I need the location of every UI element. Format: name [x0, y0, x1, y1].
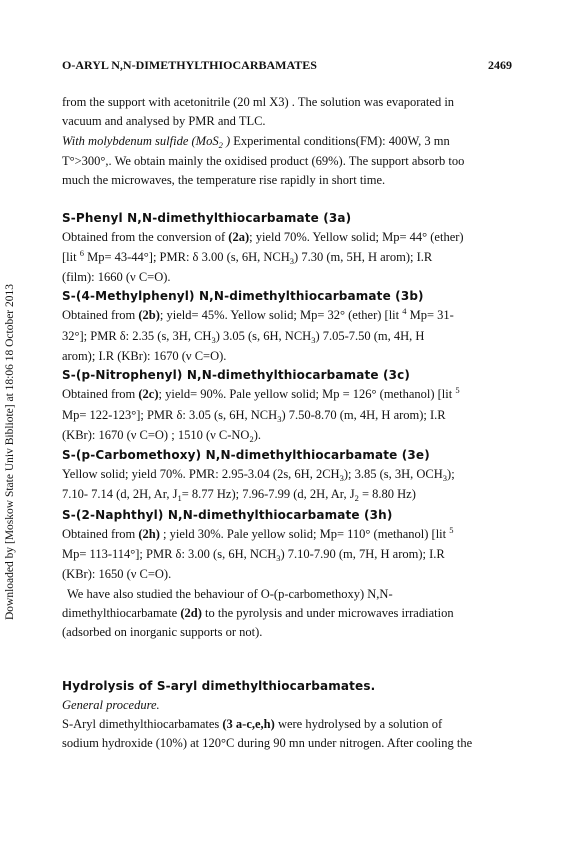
superscript: 5 — [449, 524, 454, 535]
text: ) 7.50-8.70 (m, 4H, H arom); I.R — [281, 407, 446, 422]
intro-line — [62, 132, 516, 152]
text-line: sodium hydroxide (10%) at 120°C during 90 mn under nitrogen. After cooling the — [62, 736, 473, 751]
text-line — [62, 406, 516, 426]
subscript: 2 — [218, 139, 223, 150]
text: Obtained from — [62, 526, 139, 541]
text: 32°]; PMR δ: 2.35 (s, 3H, CH — [62, 328, 212, 343]
section-subtitle: General procedure. — [62, 697, 160, 712]
text: Mp= 31- — [406, 308, 454, 323]
text: Mp= 113-114°]; PMR δ: 3.00 (s, 6H, NCH — [62, 547, 277, 562]
text: (KBr): 1670 (ν C=O) ; 1510 (ν C-NO — [62, 427, 250, 442]
compound-heading-3h: S-(2-Naphthyl) N,N-dimethylthiocarbamate (3h) — [62, 507, 393, 522]
text-line — [62, 306, 516, 326]
spacer — [62, 643, 516, 662]
body-text — [62, 93, 516, 753]
superscript: 6 — [79, 247, 84, 258]
subscript: 3 — [276, 553, 281, 564]
compound-ref: (2h) — [138, 526, 160, 541]
intro-line: from the support with acetonitrile (20 ml X3) . The solution was evaporated in — [62, 95, 455, 109]
text: = 8.77 Hz); 7.96-7.99 (d, 2H, Ar, J — [181, 487, 355, 502]
text: were hydrolysed by a solution of — [274, 716, 443, 731]
subscript: 2 — [249, 433, 254, 444]
compound-ref: (2c) — [138, 387, 159, 402]
text: Obtained from the conversion of — [62, 230, 229, 245]
text-line — [62, 426, 516, 446]
text: S-Aryl dimethylthiocarbamates — [62, 716, 223, 731]
subscript: 1 — [177, 493, 182, 504]
text: ); — [447, 467, 455, 482]
text: ) 7.30 (m, 5H, H arom); I.R — [294, 249, 433, 264]
text-line — [62, 545, 516, 565]
text: Experimental conditions(FM): 400W, 3 mn — [230, 133, 450, 148]
text-line: (film): 1660 (ν C=O). — [62, 270, 171, 285]
text: Mp= 43-44°]; PMR: δ 3.00 (s, 6H, NCH — [83, 249, 290, 264]
text: Obtained from — [62, 308, 139, 323]
text: ; yield= 90%. Pale yellow solid; Mp = 126° (methanol) [lit — [158, 387, 456, 402]
text: to the pyrolysis and under microwaves irradiation — [201, 605, 454, 620]
text-line — [62, 248, 516, 268]
text: Mp= 122-123°]; PMR δ: 3.05 (s, 6H, NCH — [62, 407, 278, 422]
text: dimethylthiocarbamate — [62, 605, 181, 620]
text: Yellow solid; yield 70%. PMR: 2.95-3.04 (2s, 6H, 2CH — [62, 467, 340, 482]
side-margin — [0, 0, 22, 864]
intro-line: vacuum and analysed by PMR and TLC. — [62, 114, 266, 129]
compound-heading-3b: S-(4-Methylphenyl) N,N-dimethylthiocarbamate (3b) — [62, 289, 424, 304]
text: ) 3.05 (s, 6H, NCH — [215, 328, 312, 343]
text: ) 7.05-7.50 (m, 4H, H — [315, 328, 425, 343]
text: ). — [253, 427, 261, 442]
text-line — [62, 525, 516, 545]
text: ); 3.85 (s, 3H, OCH — [343, 467, 443, 482]
text: Obtained from — [62, 387, 139, 402]
text: ; yield 70%. Yellow solid; Mp= 44° (ether) — [249, 230, 464, 245]
compound-ref: (2d) — [180, 605, 202, 620]
italic-text: ) — [222, 133, 231, 148]
text: ; yield 30%. Pale yellow solid; Mp= 110° (methanol) [lit — [159, 526, 450, 541]
subscript: 3 — [442, 473, 448, 484]
subscript: 3 — [277, 413, 282, 424]
intro-line: T°>300°,. We obtain mainly the oxidised product (69%). The support absorb too — [62, 153, 465, 168]
text-line: (adsorbed on inorganic supports or not). — [62, 625, 263, 640]
compound-ref: (2b) — [138, 308, 160, 323]
subscript: 2 — [354, 493, 359, 504]
text: ) 7.10-7.90 (m, 7H, H arom); I.R — [280, 547, 445, 562]
text-line — [62, 327, 516, 347]
text-line: We have also studied the behaviour of O-(p-carbomethoxy) N,N- — [67, 586, 393, 601]
compound-heading-3e: S-(p-Carbomethoxy) N,N-dimethylthiocarbamate (3e) — [62, 448, 430, 463]
superscript: 5 — [455, 385, 460, 396]
compound-heading-3c: S-(p-Nitrophenyl) N,N-dimethylthiocarbamate (3c) — [62, 368, 411, 383]
text: = 8.80 Hz) — [358, 487, 416, 502]
text-line — [62, 485, 516, 505]
section-heading-hydrolysis: Hydrolysis of S-aryl dimethylthiocarbamates. — [62, 678, 376, 693]
text: 7.10- 7.14 (d, 2H, Ar, J — [62, 487, 178, 502]
subscript: 3 — [289, 255, 295, 266]
subscript: 3 — [211, 334, 216, 345]
text-line — [62, 715, 516, 734]
text: ; yield= 45%. Yellow solid; Mp= 32° (ether) [lit — [159, 308, 403, 323]
text-line — [62, 228, 516, 247]
italic-text: With molybdenum sulfide (MoS — [62, 133, 219, 148]
running-title: O-ARYL N,N-DIMETHYLTHIOCARBAMATES — [62, 58, 317, 72]
text-line — [62, 465, 516, 485]
spacer — [62, 662, 516, 677]
text-line: arom); I.R (KBr): 1670 (ν C=O). — [62, 348, 227, 363]
download-watermark: Downloaded by [Moskow State Univ Bibliote] at 18:06 18 October 2013 — [4, 283, 16, 621]
compound-ref: (2a) — [228, 230, 250, 245]
intro-line: much the microwaves, the temperature rise rapidly in short time. — [62, 173, 386, 188]
compound-ref: (3 a-c,e,h) — [222, 716, 275, 731]
subscript: 3 — [311, 334, 316, 345]
subscript: 3 — [339, 473, 344, 484]
compound-heading-3a: S-Phenyl N,N-dimethylthiocarbamate (3a) — [62, 211, 352, 226]
text: [lit — [62, 249, 80, 264]
page-number: 2469 — [488, 58, 512, 72]
text-line: (KBr): 1650 (ν C=O). — [62, 567, 172, 582]
spacer — [62, 190, 516, 209]
superscript: 4 — [402, 306, 407, 317]
text-line — [62, 604, 516, 623]
text-line — [62, 385, 516, 405]
